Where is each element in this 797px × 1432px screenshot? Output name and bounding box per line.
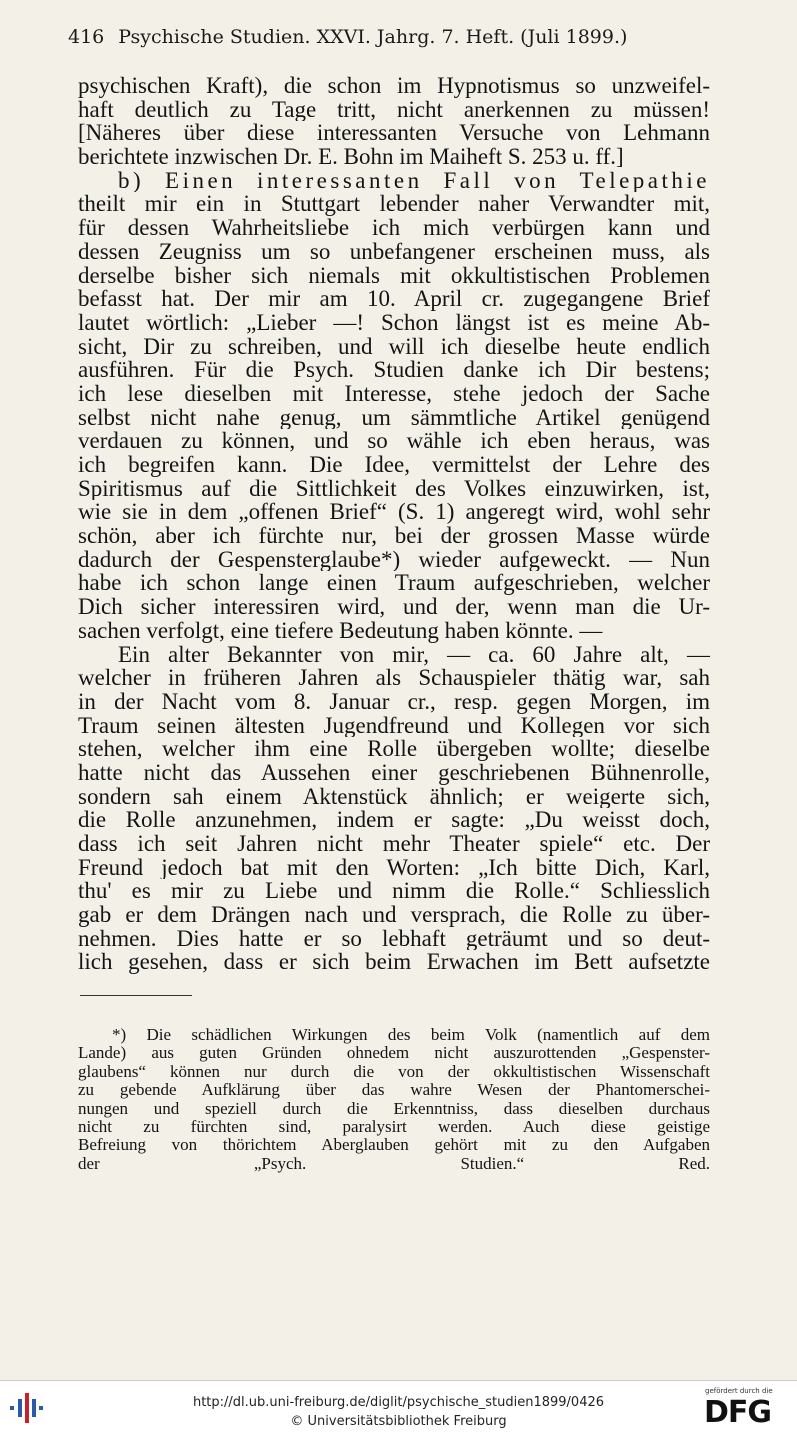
funded-by-label: gefördert durch die xyxy=(705,1387,773,1395)
footnote-rule xyxy=(80,995,192,996)
text-line: dessen Zeugniss um so unbefangener erscheinen muss, als xyxy=(78,239,710,264)
text-line: thu' es mir zu Liebe und nimm die Rolle.“ Schliesslich xyxy=(78,879,710,904)
copyright-notice: © Universitätsbibliothek Freiburg xyxy=(290,1414,507,1429)
text-line: nehmen. Dies hatte er so lebhaft geträumt und so deut- xyxy=(78,926,710,951)
text-line: Spiritismus auf die Sittlichkeit des Volkes einzuwirken, ist, xyxy=(78,476,710,501)
text-line: stehen, welcher ihm eine Rolle übergeben wollte; dieselbe xyxy=(78,737,710,761)
text-line: derselbe bisher sich niemals mit okkultistischen Problemen xyxy=(78,263,710,288)
text-line: in der Nacht vom 8. Januar cr., resp. gegen Morgen, im xyxy=(78,689,710,714)
text-line: haft deutlich zu Tage tritt, nicht anerkennen zu müssen! xyxy=(78,97,710,122)
footnote xyxy=(78,1026,710,1173)
library-footer xyxy=(0,1380,797,1432)
text-line: dadurch der Gespensterglaube*) wieder aufgeweckt. — Nun xyxy=(78,547,710,572)
footnote-line: *) Die schädlichen Wirkungen des beim Volk (namentlich auf dem xyxy=(112,1026,710,1044)
text-line: befasst hat. Der mir am 10. April cr. zugegangene Brief xyxy=(78,287,710,311)
text-line: lautet wörtlich: „Lieber —! Schon längst ist es meine Ab- xyxy=(78,310,710,335)
permalink-url[interactable]: http://dl.ub.uni-freiburg.de/diglit/psychische_studien1899/0426 xyxy=(192,1395,605,1410)
text-line: die Rolle anzunehmen, indem er sagte: „Du weisst doch, xyxy=(78,808,710,832)
text-line: Dich sicher interessiren wird, und der, wenn man die Ur- xyxy=(78,595,710,619)
footnote-line: der „Psych. Studien.“ Red. xyxy=(78,1154,710,1173)
text-line: verdauen zu können, und so wähle ich eben heraus, was xyxy=(78,429,710,453)
text-line: Ein alter Bekannter von mir, — ca. 60 Jahre alt, — xyxy=(118,642,710,667)
text-line: Traum seinen ältesten Jugendfreund und Kollegen vor sich xyxy=(78,713,710,738)
main-text xyxy=(78,74,710,974)
text-line: selbst nicht nahe genug, um sämmtliche Artikel genügend xyxy=(78,405,710,430)
footnote-line: zu gebende Aufklärung über das wahre Wesen der Phantomerschei- xyxy=(78,1081,710,1100)
text-line: psychischen Kraft), die schon im Hypnotismus so unzweifel- xyxy=(78,74,710,98)
page-number: 416 xyxy=(68,26,105,48)
text-line: welcher in früheren Jahren als Schauspieler thätig war, sah xyxy=(78,666,710,690)
running-header xyxy=(68,26,728,48)
text-line: berichtete inzwischen Dr. E. Bohn im Maiheft S. 253 u. ff.] xyxy=(78,145,624,169)
footnote-line: glaubens“ können nur durch die von der okkultistischen Wissenschaft xyxy=(78,1062,710,1081)
text-line: ausführen. Für die Psych. Studien danke ich Dir bestens; xyxy=(78,358,710,382)
text-line: gab er dem Drängen nach und versprach, die Rolle zu über- xyxy=(78,903,710,927)
footnote-line: Lande) aus guten Gründen ohnedem nicht auszurottenden „Gespenster- xyxy=(78,1044,710,1063)
text-line: sicht, Dir zu schreiben, und will ich dieselbe heute endlich xyxy=(78,334,710,359)
text-line: sondern sah einem Aktenstück ähnlich; er weigerte sich, xyxy=(78,784,710,809)
text-line: lich gesehen, dass er sich beim Erwachen im Bett aufsetzte xyxy=(78,950,710,975)
footnote-line: Befreiung von thörichtem Aberglauben gehört mit zu den Aufgaben xyxy=(78,1136,710,1155)
text-line: schön, aber ich fürchte nur, bei der grossen Masse würde xyxy=(78,524,710,548)
text-line: sachen verfolgt, eine tiefere Bedeutung haben könnte. — xyxy=(78,618,603,643)
text-line: Freund jedoch bat mit den Worten: „Ich bitte Dich, Karl, xyxy=(78,855,710,880)
text-line: [Näheres über diese interessanten Versuche von Lehmann xyxy=(78,121,710,146)
text-line: habe ich schon lange einen Traum aufgeschrieben, welcher xyxy=(78,571,710,596)
footnote-line: nungen und speziell durch die Erkenntniss, dass dieselben durchaus xyxy=(78,1099,710,1118)
running-title: Psychische Studien. XXVI. Jahrg. 7. Heft. (Juli 1899.) xyxy=(118,26,628,48)
text-line: hatte nicht das Aussehen einer geschriebenen Bühnenrolle, xyxy=(78,760,710,785)
text-line: ich lese dieselben mit Interesse, stehe jedoch der Sache xyxy=(78,381,710,406)
text-line: dass ich seit Jahren nicht mehr Theater spiele“ etc. Der xyxy=(78,832,710,856)
text-line: wie sie in dem „offenen Brief“ (S. 1) angeregt wird, wohl sehr xyxy=(78,500,710,525)
section-heading-line: b) Einen interessanten Fall von Telepathie xyxy=(118,168,710,193)
text-line: ich begreifen kann. Die Idee, vermittelst der Lehre des xyxy=(78,453,710,477)
text-line: für dessen Wahrheitsliebe ich mich verbürgen kann und xyxy=(78,216,710,240)
footnote-line: nicht zu fürchten sind, paralysirt werden. Auch diese geistige xyxy=(78,1117,710,1136)
text-line: theilt mir ein in Stuttgart lebender naher Verwandter mit, xyxy=(78,192,710,217)
dfg-logo-icon: DFG xyxy=(704,1395,772,1430)
